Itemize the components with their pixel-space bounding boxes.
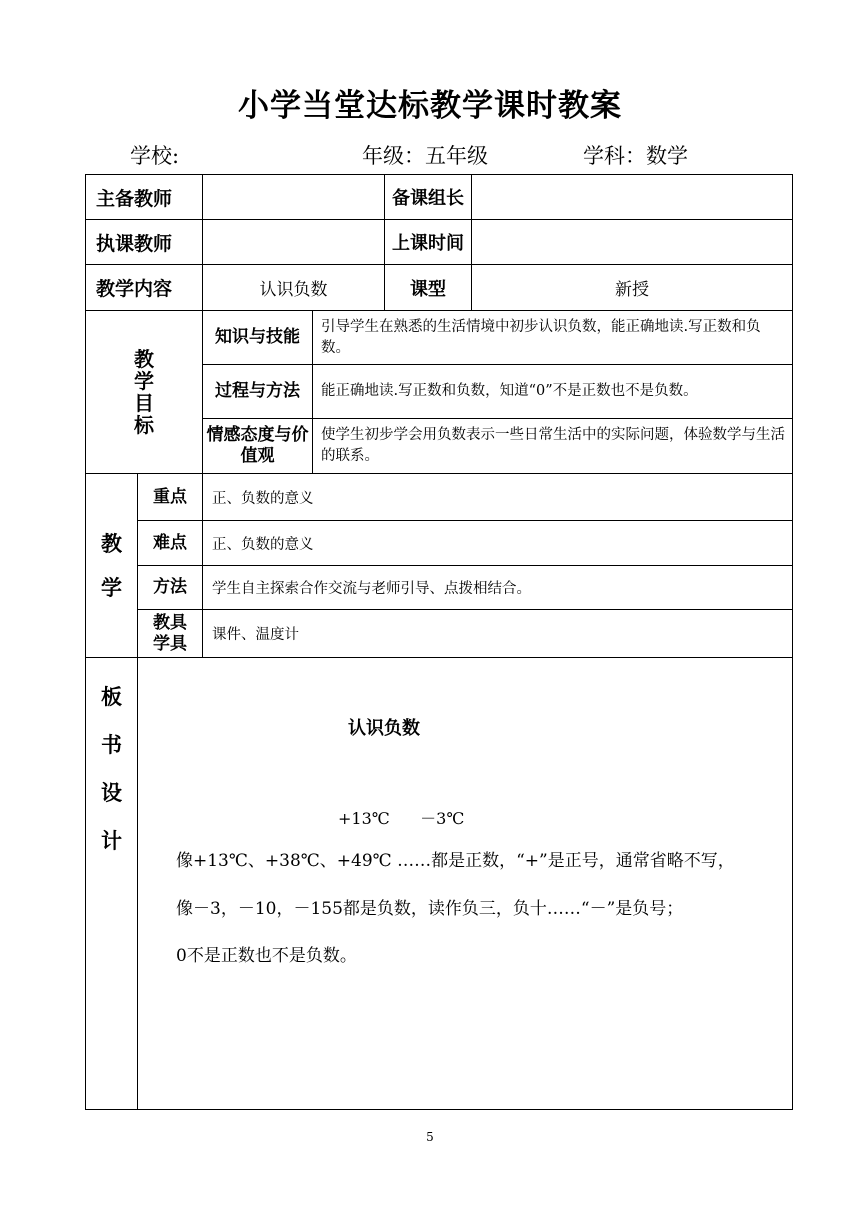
lesson-type-label: 课型 [385, 265, 472, 311]
teaching-text: 正、负数的意义 [203, 474, 793, 521]
teaching-teacher-label: 执课教师 [86, 220, 203, 265]
teaching-row [86, 521, 793, 566]
objective-text: 使学生初步学会用负数表示一些日常生活中的实际问题，体验数学与生活的联系。 [313, 419, 793, 474]
document-title: 小学当堂达标教学课时教案 [238, 88, 622, 124]
teaching-text: 课件、温度计 [203, 610, 793, 658]
teaching-row [86, 474, 793, 521]
row-content [86, 265, 793, 311]
school-label: 学校: [130, 144, 180, 168]
main-teacher-label: 主备教师 [86, 175, 203, 220]
board-design-row [86, 658, 793, 1110]
board-title: 认识负数 [348, 718, 420, 739]
teaching-row [86, 566, 793, 610]
subject-text: 学科：数学 [583, 144, 688, 168]
objective-sub-label: 情感态度与价值观 [203, 419, 313, 474]
teaching-row [86, 610, 793, 658]
objective-text: 引导学生在熟悉的生活情境中初步认识负数，能正确地读.写正数和负数。 [313, 311, 793, 365]
board-design-label: 板书设计 [86, 658, 138, 1110]
content-label: 教学内容 [86, 265, 203, 311]
board-line-positive: 像+13℃、+38℃、+49℃ ……都是正数，“+”是正号，通常省略不写， [176, 851, 735, 871]
page-number: 5 [426, 1130, 434, 1144]
teaching-sub-label: 教具学具 [138, 610, 203, 658]
board-line-negative: 像－3，－10，－155都是负数，读作负三，负十……“－”是负号； [176, 899, 684, 919]
content-value: 认识负数 [203, 265, 385, 311]
teaching-text: 正、负数的意义 [203, 521, 793, 566]
row-teaching-teacher [86, 220, 793, 265]
board-line-zero: 0不是正数也不是负数。 [176, 946, 357, 966]
lesson-type-value: 新授 [472, 265, 793, 311]
class-time-label: 上课时间 [385, 220, 472, 265]
lesson-plan-table [85, 174, 793, 1110]
board-temperatures: +13℃ －3℃ [338, 809, 465, 828]
group-leader-label: 备课组长 [385, 175, 472, 220]
teaching-label: 教学 [86, 474, 138, 658]
teaching-sub-label: 方法 [138, 566, 203, 610]
objective-sub-label: 知识与技能 [203, 311, 313, 365]
main-teacher-value[interactable] [203, 175, 385, 220]
objectives-label: 教学目标 [86, 311, 203, 474]
board-design-area [138, 658, 793, 1110]
teaching-sub-label: 重点 [138, 474, 203, 521]
objective-text: 能正确地读.写正数和负数，知道“0”不是正数也不是负数。 [313, 365, 793, 419]
teaching-sub-label: 难点 [138, 521, 203, 566]
grade-text: 年级：五年级 [362, 144, 488, 168]
row-main-teacher [86, 175, 793, 220]
objective-sub-label: 过程与方法 [203, 365, 313, 419]
teaching-teacher-value[interactable] [203, 220, 385, 265]
group-leader-value[interactable] [472, 175, 793, 220]
class-time-value[interactable] [472, 220, 793, 265]
objective-row [86, 311, 793, 365]
teaching-text: 学生自主探索合作交流与老师引导、点拨相结合。 [203, 566, 793, 610]
